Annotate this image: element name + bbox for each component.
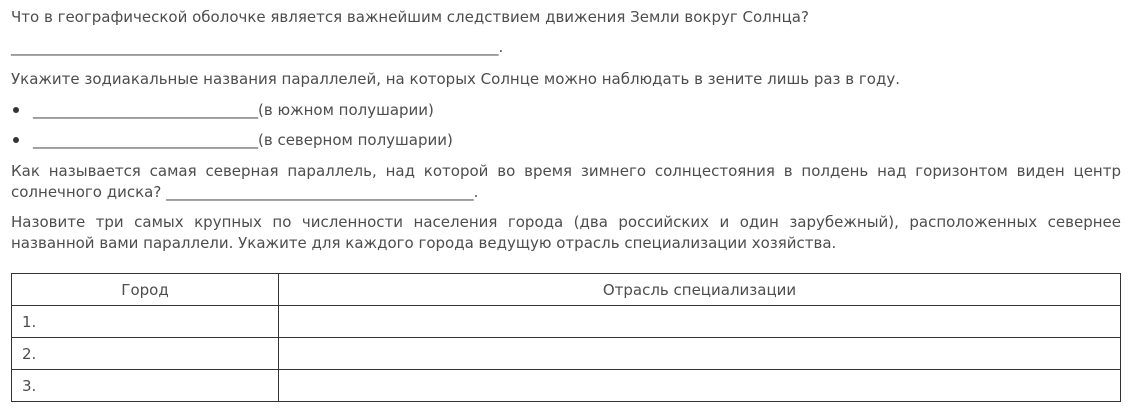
- answer-blank[interactable]: ______________________________: [33, 101, 258, 119]
- city-cell[interactable]: 2.: [12, 338, 279, 370]
- industry-cell[interactable]: [279, 370, 1121, 402]
- industry-cell[interactable]: [279, 338, 1121, 370]
- table-header-row: [12, 274, 1121, 306]
- question-1-answer-blank[interactable]: _________________________________________________________________.: [11, 38, 504, 56]
- city-cell[interactable]: 3.: [12, 370, 279, 402]
- bullet-icon: [13, 107, 19, 113]
- hemisphere-note: (в северном полушарии): [258, 131, 453, 149]
- question-4-text: Назовите три самых крупных по численности населения города (два российских и один зарубежный), расположенных севернее названной вами параллели. Укажите для каждого города ведущую отрасль специализации хозяйства.: [11, 213, 1121, 252]
- list-item: [11, 99, 1121, 121]
- worksheet: [11, 6, 1121, 254]
- column-header-city: Город: [12, 274, 279, 306]
- industry-cell[interactable]: [279, 306, 1121, 338]
- question-3: [11, 161, 1121, 203]
- answer-blank[interactable]: ______________________________: [33, 131, 258, 149]
- question-3-text: Как называется самая северная параллель, над которой во время зимнего солнцестояния в полдень над горизонтом виден центр солнечного диска?: [11, 162, 1121, 201]
- table-row: [12, 306, 1121, 338]
- question-2-text: Укажите зодиакальные названия параллелей, на которых Солнце можно наблюдать в зените лишь раз в году.: [11, 70, 900, 88]
- bullet-icon: [13, 137, 19, 143]
- table-row: [12, 370, 1121, 402]
- city-cell[interactable]: 1.: [12, 306, 279, 338]
- table-row: [12, 338, 1121, 370]
- hemisphere-note: (в южном полушарии): [258, 101, 434, 119]
- column-header-industry: Отрасль специализации: [279, 274, 1121, 306]
- question-3-answer-blank[interactable]: _________________________________________.: [166, 183, 479, 201]
- question-1-text: Что в географической оболочке является важнейшим следствием движения Земли вокруг Солнца?: [11, 8, 809, 26]
- answer-table: [11, 273, 1121, 402]
- list-item: [11, 129, 1121, 151]
